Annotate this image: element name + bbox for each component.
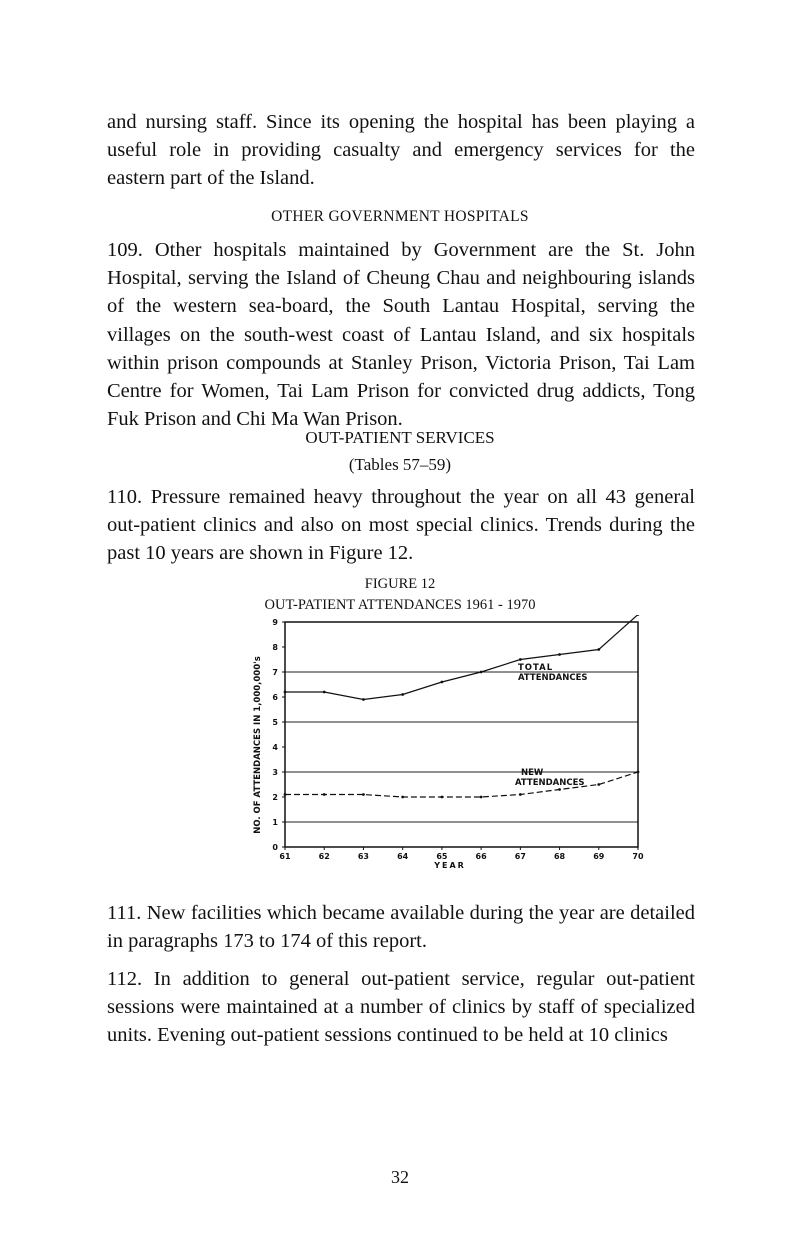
y-tick-label: 1 xyxy=(272,818,278,827)
chart-axes xyxy=(272,618,644,861)
x-tick-label: 65 xyxy=(436,852,448,861)
data-point xyxy=(401,693,404,696)
series-line-new xyxy=(285,772,638,797)
heading-out-patient-services: OUT-PATIENT SERVICES xyxy=(305,428,495,447)
data-point xyxy=(440,796,443,799)
data-point xyxy=(362,793,365,796)
data-point xyxy=(323,691,326,694)
data-point xyxy=(558,788,561,791)
y-tick-label: 8 xyxy=(272,643,278,652)
y-tick-label: 0 xyxy=(272,843,278,852)
data-point xyxy=(637,771,640,774)
x-axis-label: YEAR xyxy=(434,861,466,870)
paragraph-112: 112. In addition to general out-patient service, regular out-patient sessions were maintained at a number of clinics by staff of specialized units. Evening out-patient sessions continued to be held at 10 clinics xyxy=(107,968,695,1047)
data-point xyxy=(597,783,600,786)
x-tick-label: 68 xyxy=(553,852,566,861)
x-tick-label: 69 xyxy=(593,852,605,861)
x-tick-label: 61 xyxy=(279,852,291,861)
y-tick-label: 7 xyxy=(272,668,278,677)
x-tick-label: 62 xyxy=(318,852,330,861)
data-point xyxy=(362,698,365,701)
tables-reference: (Tables 57–59) xyxy=(348,455,452,474)
heading-other-government-hospitals: OTHER GOVERNMENT HOSPITALS xyxy=(271,208,529,225)
x-tick-label: 64 xyxy=(397,852,409,861)
data-point xyxy=(597,648,600,651)
y-tick-label: 3 xyxy=(272,768,278,777)
page-number: 32 xyxy=(391,1167,409,1187)
x-tick-label: 67 xyxy=(514,852,526,861)
data-point xyxy=(440,681,443,684)
data-point xyxy=(284,793,287,796)
y-tick-label: 5 xyxy=(272,718,278,727)
y-tick-label: 9 xyxy=(272,618,278,627)
y-tick-label: 4 xyxy=(272,743,278,752)
y-tick-label: 2 xyxy=(272,793,278,802)
paragraph-110: 110. Pressure remained heavy throughout the year on all 43 general out-patient clinics and also on most special clinics. Trends during the past 10 years are shown in Figure 12. xyxy=(107,486,695,565)
chart-frame xyxy=(285,622,638,847)
y-axis-label: NO. OF ATTENDANCES IN 1,000,000's xyxy=(253,656,263,834)
x-tick-label: 66 xyxy=(475,852,487,861)
x-tick-label: 63 xyxy=(357,852,370,861)
series-label-new-line1: NEW xyxy=(521,768,544,778)
paragraph-109: 109. Other hospitals maintained by Government are the St. John Hospital, serving the Island of Cheung Chau and neighbouring islands of the western sea-board, the South Lantau Hospital, serving the villages on the south-west coast of Lantau Island, and six hospitals within prison compounds at Stanley Prison, Victoria Prison, Tai Lam Centre for Women, Tai Lam Prison for convicted drug addicts, Tong Fuk Prison and Chi Ma Wan Prison. xyxy=(107,239,695,431)
chart-grid xyxy=(285,622,638,822)
figure-caption: OUT-PATIENT ATTENDANCES 1961 - 1970 xyxy=(264,597,536,613)
data-point xyxy=(558,653,561,656)
data-point xyxy=(480,671,483,674)
series-label-total-line1: TOTAL xyxy=(518,663,554,673)
attendances-chart xyxy=(240,615,670,875)
series-line-total xyxy=(285,615,638,700)
paragraph-intro: and nursing staff. Since its opening the hospital has been playing a useful role in providing casualty and emergency services for the eastern part of the Island. xyxy=(107,111,695,190)
series-label-total-line2: ATTENDANCES xyxy=(518,673,588,683)
data-point xyxy=(519,793,522,796)
data-point xyxy=(284,691,287,694)
series-label-new-line2: ATTENDANCES xyxy=(515,778,585,788)
chart-series xyxy=(284,615,640,798)
data-point xyxy=(401,796,404,799)
data-point xyxy=(480,796,483,799)
data-point xyxy=(323,793,326,796)
data-point xyxy=(519,658,522,661)
paragraph-111: 111. New facilities which became available during the year are detailed in paragraphs 173 to 174 of this report. xyxy=(107,902,695,953)
x-tick-label: 70 xyxy=(632,852,644,861)
y-tick-label: 6 xyxy=(272,693,278,702)
figure-label: FIGURE 12 xyxy=(364,576,436,592)
